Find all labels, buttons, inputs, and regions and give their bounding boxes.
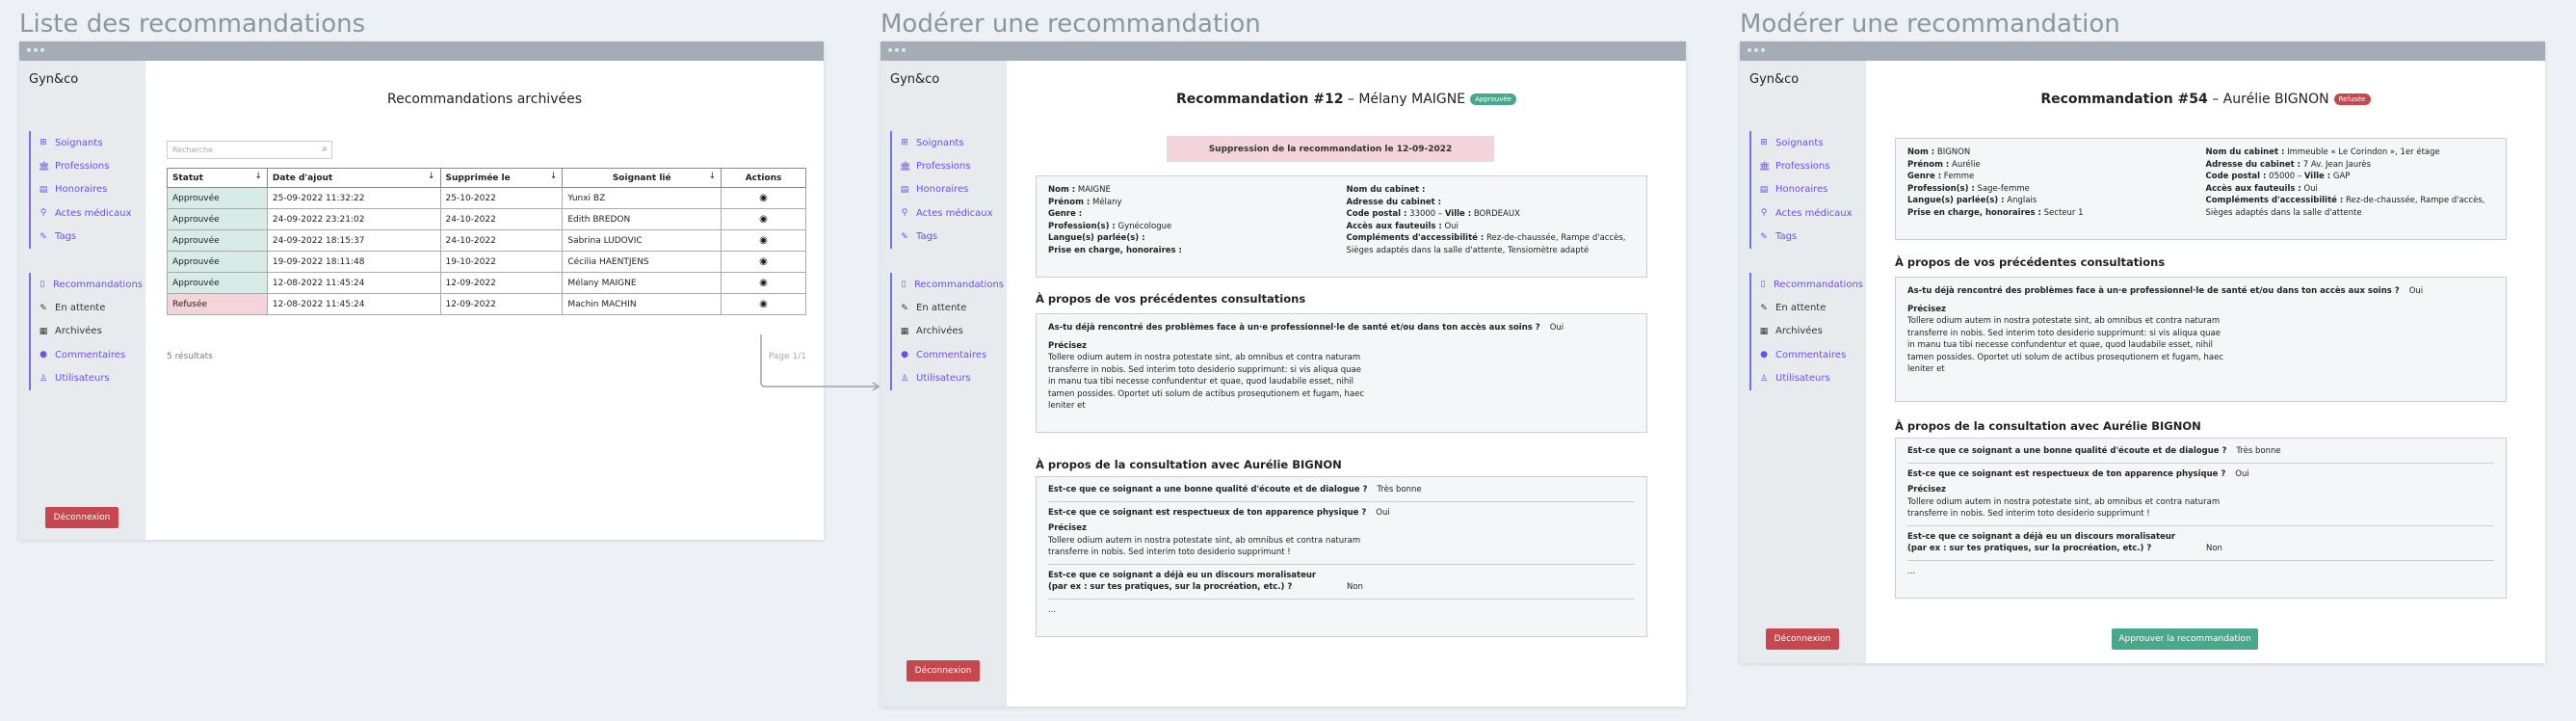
date-cell: 12-08-2022 11:45:24 <box>267 294 440 315</box>
menu-icon: ✎ <box>1760 303 1768 313</box>
info-value: Aurélie <box>1949 159 1981 170</box>
status-cell: Approuvée <box>168 273 268 294</box>
status-badge: Approuvée <box>1470 93 1516 105</box>
info-key: Code postal : <box>1346 209 1407 219</box>
window-list <box>19 41 824 540</box>
answer-2: Très bonne <box>1377 485 1422 494</box>
soignant-info <box>1036 175 1647 278</box>
menu-icon: ⚲ <box>1760 208 1768 219</box>
main-content <box>1007 61 1686 707</box>
table-row <box>168 273 806 294</box>
table-row <box>168 230 806 252</box>
sidebar-item-honoraires[interactable] <box>1751 178 1863 201</box>
info-value: Rez-de-chaussée, Rampe d'accès, Sièges adaptés dans la salle d'attente, Tensiomètre adapté <box>1346 233 1626 255</box>
date-cell: 12-08-2022 11:45:24 <box>267 273 440 294</box>
info-value: Secteur 1 <box>2040 207 2084 218</box>
section-consultation: À propos de la consultation avec Aurélie BIGNON <box>1036 458 1342 471</box>
previous-consultations-box <box>1895 277 2507 402</box>
info-value: GAP <box>2330 172 2351 181</box>
menu-icon: ▯ <box>39 280 45 290</box>
sidebar-item-tags[interactable] <box>892 226 1004 249</box>
column-header-label: Actions <box>745 173 782 183</box>
info-value: Oui <box>2300 183 2318 194</box>
menu-icon: ▤ <box>900 184 909 195</box>
answer-1: Oui <box>2408 286 2424 296</box>
info-value: MAIGNE <box>1075 185 1111 195</box>
question-3: Est-ce que ce soignant est respectueux de ton apparence physique ? <box>1048 507 1367 518</box>
info-right <box>1347 184 1636 269</box>
soignant-cell: Mélany MAIGNE <box>563 273 722 294</box>
answer-1: Oui <box>1549 323 1564 333</box>
page-heading <box>1007 92 1686 107</box>
menu-icon: ⚲ <box>901 208 908 219</box>
table-row <box>168 294 806 315</box>
menu-icon: ▦ <box>1759 326 1769 336</box>
question-1: As-tu déjà rencontré des problèmes face à un·e professionnel·le de santé et/ou dans ton accès aux soins ? <box>1907 286 2400 296</box>
menu-icon: ▦ <box>39 326 48 336</box>
menu-icon: 🏛 <box>1759 161 1771 172</box>
sidebar-item-label: Soignants <box>55 137 103 148</box>
menu-icon: ✎ <box>39 231 47 242</box>
sidebar-item-label: Honoraires <box>55 184 108 196</box>
logout-button[interactable]: Déconnexion <box>1766 628 1839 650</box>
sidebar-item-utilisateurs[interactable] <box>31 367 143 390</box>
menu-icon: ✎ <box>901 231 908 242</box>
info-line <box>1048 232 1337 245</box>
sidebar-item-commentaires[interactable] <box>892 343 1004 366</box>
info-value: Femme <box>1941 172 1975 181</box>
info-line <box>1907 207 2196 220</box>
precisez-label: Précisez <box>1907 304 1946 314</box>
sidebar <box>19 61 145 540</box>
sidebar-item-label: Actes médicaux <box>1775 207 1853 219</box>
answer-3: Oui <box>2235 468 2249 479</box>
sidebar-item-label: Professions <box>55 161 110 173</box>
sidebar-item-label: Actes médicaux <box>916 207 993 219</box>
sidebar-item-label: Utilisateurs <box>916 373 971 385</box>
menu-icon: ⊞ <box>1760 138 1768 148</box>
date-cell: 25-09-2022 11:32:22 <box>267 188 440 209</box>
window-titlebar <box>1740 41 2545 61</box>
column-header[interactable] <box>267 169 440 188</box>
precisez-label: Précisez <box>1048 340 1087 351</box>
sidebar-item-label: En attente <box>55 303 106 314</box>
column-header <box>722 169 806 188</box>
sidebar-item-actes-médicaux[interactable] <box>31 201 143 225</box>
pagination[interactable]: Page 1/1 <box>768 352 806 361</box>
sidebar-item-label: Archivées <box>1775 326 1823 337</box>
view-eye-icon[interactable]: ◉ <box>759 193 768 203</box>
answer-2: Très bonne <box>2236 446 2281 456</box>
sidebar-item-label: Utilisateurs <box>55 373 110 385</box>
view-eye-icon[interactable]: ◉ <box>759 235 768 246</box>
sidebar-item-label: Actes médicaux <box>55 207 132 219</box>
soignant-cell: Cécilia HAENTJENS <box>563 252 722 273</box>
page-heading: Recommandations archivées <box>386 92 583 107</box>
info-key: Nom : <box>1048 185 1076 195</box>
menu-icon: ▦ <box>900 326 909 336</box>
question-4: Est-ce que ce soignant a déjà eu un discours moralisateur (par ex : sur tes pratiques, sur la procréation, etc.) ? <box>1048 570 1317 592</box>
more-ellipsis: ... <box>1048 604 1057 615</box>
info-key: Profession(s) : <box>1048 221 1116 231</box>
date-cell: 19-09-2022 18:11:48 <box>267 252 440 273</box>
sidebar <box>881 61 1007 707</box>
info-left <box>1907 147 2196 231</box>
consultation-box <box>1036 476 1647 637</box>
menu-icon: 🏛 <box>39 161 50 172</box>
column-header-label: Soignant lié <box>612 173 671 183</box>
sidebar-item-archivées[interactable] <box>31 320 143 343</box>
info-line <box>1347 197 1636 209</box>
info-left <box>1048 184 1337 269</box>
menu-top <box>890 131 1004 249</box>
date-cell: 24-09-2022 18:15:37 <box>267 230 440 252</box>
sidebar-item-label: En attente <box>916 303 967 314</box>
sidebar-item-honoraires[interactable] <box>31 178 143 201</box>
info-line <box>1048 197 1337 209</box>
menu-icon: ● <box>901 350 908 360</box>
search-icon[interactable]: ⌕ <box>322 144 328 154</box>
recommendation-id: Recommandation #54 <box>2040 92 2208 107</box>
sidebar-item-label: Professions <box>916 161 971 173</box>
question-1: As-tu déjà rencontré des problèmes face à un·e professionnel·le de santé et/ou dans ton accès aux soins ? <box>1048 323 1540 333</box>
sort-arrow-icon[interactable]: ↓ <box>708 172 717 181</box>
menu-icon: ● <box>1760 350 1768 360</box>
menu-bottom <box>890 273 1004 390</box>
info-key: Ville : <box>2303 172 2331 181</box>
info-value: BIGNON <box>1934 147 1971 157</box>
info-line <box>2206 159 2495 172</box>
info-key: Nom : <box>1907 147 1935 157</box>
sidebar-item-soignants[interactable] <box>31 131 143 154</box>
soignant-cell: Yunxi BZ <box>563 188 722 209</box>
column-header[interactable] <box>440 169 563 188</box>
sidebar-item-label: Tags <box>55 231 77 243</box>
window-moderate-12 <box>881 41 1686 707</box>
sidebar-item-commentaires[interactable] <box>1751 343 1863 366</box>
sidebar-item-en-attente[interactable] <box>31 296 143 319</box>
menu-bottom <box>1749 273 1863 390</box>
answer-3: Oui <box>1376 507 1390 518</box>
info-line <box>1907 171 2196 183</box>
more-ellipsis: ... <box>1907 566 1916 576</box>
sidebar-item-label: Honoraires <box>1775 184 1828 196</box>
panel1-title: Liste des recommandations <box>19 10 366 39</box>
info-value: Rez-de-chaussée, Rampe d'accès, Sièges adaptés dans la salle d'attente <box>2205 196 2485 218</box>
menu-icon: ▤ <box>39 184 48 195</box>
sidebar-item-label: Tags <box>916 231 938 243</box>
info-value: Mélany <box>1090 197 1122 207</box>
precisez-text: Tollere odium autem in nostra potestate sint, ab omnibus et contra naturam transferre in nobis. Sed interim toto desiderio supprimunt ! <box>1048 535 1361 557</box>
info-value: Oui <box>1441 221 1459 231</box>
precisez-label: Précisez <box>1048 523 1087 533</box>
info-key: Prise en charge, honoraires : <box>1048 245 1182 255</box>
info-line <box>1048 208 1337 221</box>
recommendations-table <box>167 168 806 315</box>
sidebar-item-professions[interactable] <box>1751 154 1863 177</box>
search-input[interactable] <box>167 141 332 159</box>
sidebar-item-label: Commentaires <box>55 349 126 360</box>
precisez-text: Tollere odium autem in nostra potestate sint, ab omnibus et contra naturam transferre in nobis. Sed interim toto desiderio supprimunt: si vis aliqua quae in manu tua tibi necesse confundentur et quae, quod laudabile esset, nihil tamen possides. Oportet uti solum de actibus prosequtionem et fugam, haec leniter et <box>1907 316 2224 374</box>
sidebar-item-en-attente[interactable] <box>1751 296 1863 319</box>
info-line <box>2206 195 2495 219</box>
info-line <box>1907 159 2196 172</box>
status-cell: Approuvée <box>168 252 268 273</box>
actions-cell <box>722 230 806 252</box>
info-key: Langue(s) parlée(s) : <box>1907 196 2005 205</box>
info-value: Anglais <box>2004 196 2037 205</box>
menu-bottom <box>29 273 143 390</box>
sidebar-item-label: Recommandations <box>1773 279 1863 290</box>
section-previous-consultations: À propos de vos précédentes consultations <box>1895 255 2166 269</box>
status-cell: Approuvée <box>168 230 268 252</box>
actions-cell <box>722 188 806 209</box>
sidebar-item-soignants[interactable] <box>892 131 1004 154</box>
info-value: BORDEAUX <box>1471 209 1520 219</box>
info-line <box>1347 208 1636 221</box>
sidebar-item-label: Commentaires <box>1775 349 1847 360</box>
deletion-alert: Suppression de la recommandation le 12-09-2022 <box>1167 136 1494 162</box>
brand-logo: Gyn&co <box>29 72 79 87</box>
info-value: 05000 – <box>2266 172 2304 181</box>
sidebar-item-label: Honoraires <box>916 184 969 196</box>
precisez-text: Tollere odium autem in nostra potestate sint, ab omnibus et contra naturam transferre in nobis. Sed interim toto desiderio supprimunt ! <box>1907 496 2221 519</box>
sidebar-item-label: Commentaires <box>916 349 987 360</box>
info-key: Nom du cabinet : <box>2205 147 2285 157</box>
status-badge: Refusée <box>2334 93 2371 105</box>
info-line <box>2206 171 2495 183</box>
window-moderate-54 <box>1740 41 2545 663</box>
approve-button[interactable]: Approuver la recommandation <box>2112 628 2258 650</box>
sidebar-item-actes-médicaux[interactable] <box>1751 201 1863 225</box>
info-key: Compléments d'accessibilité : <box>2205 196 2344 205</box>
actions-cell <box>722 294 806 315</box>
recommendation-id: Recommandation #12 <box>1176 92 1344 107</box>
main-content <box>1866 61 2545 663</box>
main-content <box>145 61 824 540</box>
sidebar-item-tags[interactable] <box>31 226 143 249</box>
sidebar-item-professions[interactable] <box>31 154 143 177</box>
sidebar-item-archivées[interactable] <box>892 320 1004 343</box>
info-key: Nom du cabinet : <box>1346 185 1426 195</box>
panel3-title: Modérer une recommandation <box>1740 10 2120 39</box>
sidebar-item-professions[interactable] <box>892 154 1004 177</box>
precisez-text: Tollere odium autem in nostra potestate sint, ab omnibus et contra naturam transferre in nobis. Sed interim toto desiderio supprimunt: si vis aliqua quae in manu tua tibi necesse confundentur et quae, quod laudabile esset, nihil tamen possides. Oportet uti solum de actibus prosequtionem et fugam, haec leniter et <box>1048 353 1365 411</box>
info-value: Sage-femme <box>1974 183 2030 194</box>
menu-icon: ✎ <box>39 303 47 313</box>
actions-cell <box>722 252 806 273</box>
info-key: Compléments d'accessibilité : <box>1346 233 1485 243</box>
menu-icon: ⚲ <box>39 208 47 219</box>
sidebar-item-archivées[interactable] <box>1751 320 1863 343</box>
column-header[interactable] <box>168 169 268 188</box>
deleted-cell: 12-09-2022 <box>440 273 563 294</box>
status-cell: Refusée <box>168 294 268 315</box>
sidebar-item-recommandations[interactable] <box>1751 273 1863 296</box>
soignant-name: – Mélany MAIGNE <box>1343 92 1466 107</box>
soignant-cell: Machin MACHIN <box>563 294 722 315</box>
brand-logo: Gyn&co <box>890 72 940 87</box>
section-consultation: À propos de la consultation avec Aurélie BIGNON <box>1895 419 2201 433</box>
menu-icon: ✎ <box>1760 231 1768 242</box>
info-line <box>1907 183 2196 196</box>
menu-icon: ▯ <box>1760 280 1766 290</box>
sidebar <box>1740 61 1866 663</box>
sidebar-item-honoraires[interactable] <box>892 178 1004 201</box>
info-line <box>1347 184 1636 197</box>
sidebar-item-label: Archivées <box>916 326 963 337</box>
precisez-label: Précisez <box>1907 485 1946 494</box>
sidebar-item-label: Soignants <box>916 137 964 148</box>
info-key: Code postal : <box>2205 172 2267 181</box>
sidebar-item-label: En attente <box>1775 303 1827 314</box>
deleted-cell: 19-10-2022 <box>440 252 563 273</box>
sidebar-item-label: Utilisateurs <box>1775 373 1830 385</box>
column-header-label: Date d'ajout <box>272 173 333 183</box>
sidebar-item-label: Tags <box>1775 231 1798 243</box>
question-2: Est-ce que ce soignant a une bonne qualité d'écoute et de dialogue ? <box>1048 485 1368 494</box>
info-key: Prénom : <box>1907 159 1950 170</box>
soignant-cell: Edith BREDON <box>563 209 722 230</box>
info-key: Prise en charge, honoraires : <box>1907 207 2041 218</box>
sort-arrow-icon[interactable]: ↓ <box>549 172 558 181</box>
search-placeholder: Recherche <box>172 146 214 154</box>
column-header[interactable] <box>563 169 722 188</box>
view-eye-icon[interactable]: ◉ <box>759 256 768 267</box>
info-line <box>1048 184 1337 197</box>
sidebar-item-actes-médicaux[interactable] <box>892 201 1004 225</box>
info-key: Ville : <box>1444 209 1472 219</box>
sidebar-item-recommandations[interactable] <box>31 273 143 296</box>
sort-arrow-icon[interactable]: ↓ <box>427 172 435 181</box>
sidebar-item-tags[interactable] <box>1751 226 1863 249</box>
section-previous-consultations: À propos de vos précédentes consultations <box>1036 292 1306 306</box>
menu-icon: ♙ <box>900 373 909 384</box>
sidebar-item-utilisateurs[interactable] <box>1751 367 1863 390</box>
menu-icon: ✎ <box>901 303 908 313</box>
column-header-label: Statut <box>172 173 203 183</box>
date-cell: 24-09-2022 23:21:02 <box>267 209 440 230</box>
previous-consultations-box <box>1036 313 1647 433</box>
info-key: Langue(s) parlée(s) : <box>1048 233 1145 243</box>
sidebar-item-commentaires[interactable] <box>31 343 143 366</box>
soignant-name: – Aurélie BIGNON <box>2207 92 2329 107</box>
connector-arrow <box>751 333 886 390</box>
info-key: Adresse du cabinet : <box>2205 159 2301 170</box>
info-right <box>2206 147 2495 231</box>
column-header-label: Supprimée le <box>445 173 511 183</box>
info-line <box>2206 147 2495 159</box>
menu-top <box>1749 131 1863 249</box>
menu-top <box>29 131 143 249</box>
info-key: Accès aux fauteuils : <box>1346 221 1442 231</box>
menu-icon: 🏛 <box>900 161 911 172</box>
question-4: Est-ce que ce soignant a déjà eu un discours moralisateur (par ex : sur tes pratiques, sur la procréation, etc.) ? <box>1907 531 2176 553</box>
logout-button[interactable]: Déconnexion <box>45 507 118 528</box>
menu-icon: ⊞ <box>901 138 908 148</box>
view-eye-icon[interactable]: ◉ <box>759 278 768 288</box>
info-key: Genre : <box>1907 172 1942 181</box>
sidebar-item-label: Archivées <box>55 326 102 337</box>
info-key: Accès aux fauteuils : <box>2205 183 2301 194</box>
menu-icon: ⊞ <box>39 138 47 148</box>
info-value: Immeuble « Le Corindon », 1er étage <box>2284 147 2440 157</box>
sidebar-item-en-attente[interactable] <box>892 296 1004 319</box>
table-row <box>168 188 806 209</box>
table-row <box>168 209 806 230</box>
menu-icon: ♙ <box>1759 373 1769 384</box>
page-heading <box>1866 92 2545 107</box>
view-eye-icon[interactable]: ◉ <box>759 299 768 309</box>
deleted-cell: 24-10-2022 <box>440 230 563 252</box>
deleted-cell: 12-09-2022 <box>440 294 563 315</box>
info-line <box>1907 195 2196 207</box>
info-line <box>1347 221 1636 233</box>
status-cell: Approuvée <box>168 188 268 209</box>
answer-4: Non <box>1347 582 1363 592</box>
menu-icon: ▯ <box>901 280 907 290</box>
sidebar-item-label: Recommandations <box>913 279 1004 290</box>
status-cell: Approuvée <box>168 209 268 230</box>
deleted-cell: 24-10-2022 <box>440 209 563 230</box>
soignant-cell: Sabrina LUDOVIC <box>563 230 722 252</box>
info-line <box>1048 221 1337 233</box>
logout-button[interactable]: Déconnexion <box>907 660 980 681</box>
info-value: Gynécologue <box>1115 221 1172 231</box>
info-line <box>1347 232 1636 256</box>
sidebar-item-soignants[interactable] <box>1751 131 1863 154</box>
soignant-info <box>1895 138 2507 240</box>
menu-icon: ● <box>39 350 47 360</box>
deleted-cell: 25-10-2022 <box>440 188 563 209</box>
info-value: 7 Av. Jean Jaurès <box>2300 159 2372 170</box>
results-count: 5 résultats <box>167 352 213 361</box>
sidebar-item-utilisateurs[interactable] <box>892 367 1004 390</box>
answer-4: Non <box>2206 544 2222 553</box>
info-line <box>1048 245 1337 257</box>
info-line <box>1907 147 2196 159</box>
question-2: Est-ce que ce soignant a une bonne qualité d'écoute et de dialogue ? <box>1907 446 2227 456</box>
info-key: Genre : <box>1048 209 1083 219</box>
menu-icon: ▤ <box>1759 184 1769 195</box>
sidebar-item-label: Recommandations <box>52 279 143 290</box>
sidebar-item-label: Soignants <box>1775 137 1824 148</box>
view-eye-icon[interactable]: ◉ <box>759 214 768 225</box>
actions-cell <box>722 209 806 230</box>
actions-cell <box>722 273 806 294</box>
panel2-title: Modérer une recommandation <box>881 10 1261 39</box>
question-3: Est-ce que ce soignant est respectueux de ton apparence physique ? <box>1907 468 2226 479</box>
info-line <box>2206 183 2495 196</box>
info-key: Profession(s) : <box>1907 183 1975 194</box>
brand-logo: Gyn&co <box>1749 72 1800 87</box>
sort-arrow-icon[interactable]: ↓ <box>254 172 262 181</box>
sidebar-item-label: Professions <box>1775 161 1830 173</box>
window-titlebar <box>881 41 1686 61</box>
sidebar-item-recommandations[interactable] <box>892 273 1004 296</box>
info-key: Prénom : <box>1048 197 1091 207</box>
window-titlebar <box>19 41 824 61</box>
table-row <box>168 252 806 273</box>
consultation-box <box>1895 438 2507 599</box>
menu-icon: ♙ <box>39 373 48 384</box>
info-value: 33000 – <box>1406 209 1445 219</box>
info-key: Adresse du cabinet : <box>1346 197 1442 207</box>
